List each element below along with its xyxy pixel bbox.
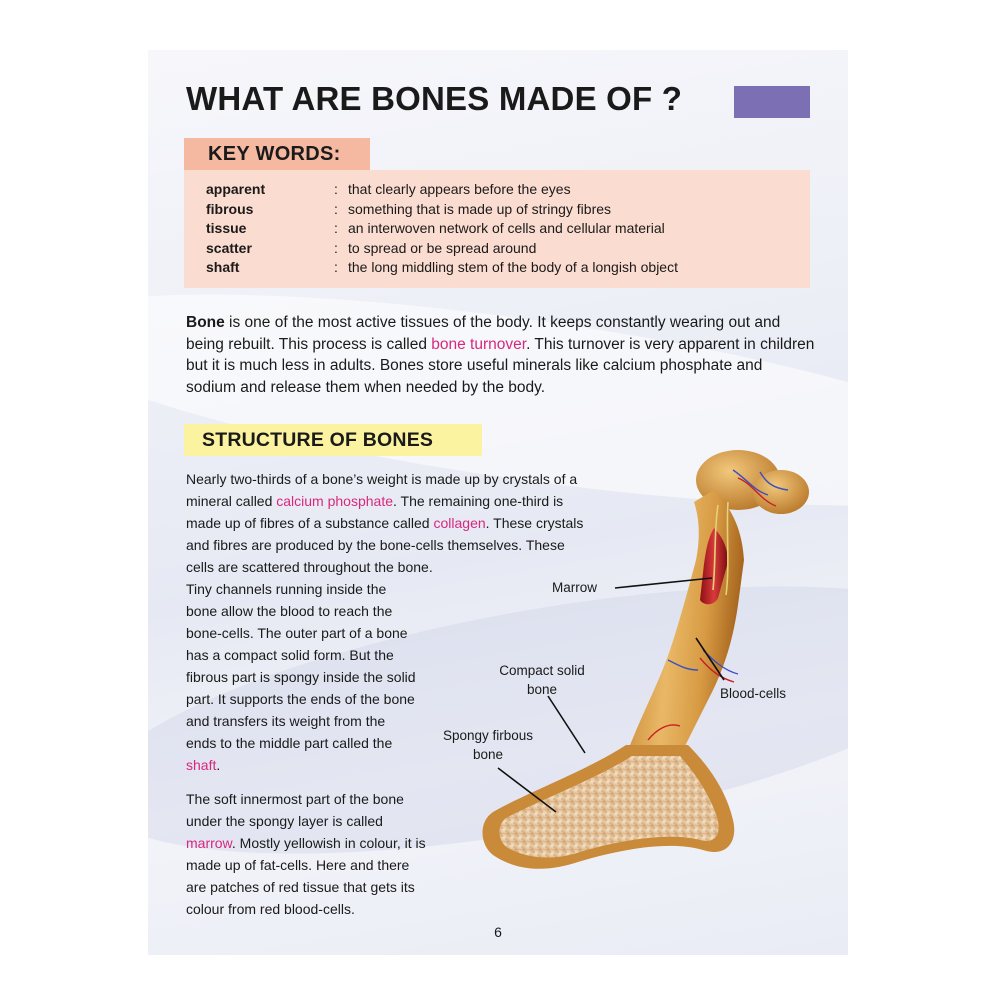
label-line: bone	[472, 747, 504, 762]
key-word-definition: something that is made up of stringy fibres	[348, 200, 612, 217]
key-word-term: fibrous	[206, 200, 254, 217]
key-word-colon: :	[334, 239, 338, 256]
label-line: Spongy firbous	[442, 728, 534, 743]
label-spongy-bone	[430, 726, 546, 764]
text-run: . Mostly yellowish in colour, it is made up of fat-cells. Here and there are patches of red tissue that gets its colour from red blood-cells.	[186, 835, 426, 917]
text-run: Tiny channels running inside the bone allow the blood to reach the bone-cells. The outer part of a bone has a compact solid form. But the fibrous part is spongy inside the solid part. It supports the ends of the bone and transfers its weight from the ends to the middle part called the	[186, 581, 416, 751]
label-blood-cells: Blood-cells	[720, 686, 787, 701]
highlight-term: shaft	[186, 757, 217, 773]
key-word-definition: the long middling stem of the body of a longish object	[348, 259, 678, 275]
text-run: . This turnover is very apparent in children but it is much less in adults. Bones store useful minerals like calcium phosphate and sodium and release them when needed by the body.	[186, 335, 815, 396]
highlight-term: bone turnover	[431, 335, 527, 353]
key-word-colon: :	[334, 259, 338, 275]
highlight-term: calcium phosphate	[276, 493, 394, 509]
page-title: WHAT ARE BONES MADE OF ?	[186, 80, 683, 117]
key-words-heading: KEY WORDS:	[184, 138, 370, 170]
key-word-colon: :	[334, 200, 338, 217]
textbook-page	[148, 50, 848, 955]
key-word-term: shaft	[206, 259, 240, 275]
label-line: Compact solid	[499, 663, 585, 678]
key-word-term: apparent	[206, 181, 266, 197]
text-run: Nearly two-thirds of a bone’s weight is made up by crystals of a mineral called	[186, 471, 578, 509]
key-word-definition: an interwoven network of cells and cellular material	[348, 220, 665, 236]
text-run: is one of the most active tissues of the body. It keeps constantly wearing out and being rebuilt. This process is called	[186, 314, 781, 353]
bone-shaft	[628, 490, 744, 750]
label-marrow: Marrow	[552, 580, 598, 595]
key-word-term: scatter	[206, 239, 252, 256]
highlight-term: marrow	[186, 835, 232, 851]
bone-diagram	[148, 50, 848, 955]
key-word-colon: :	[334, 220, 338, 236]
structure-heading: STRUCTURE OF BONES	[184, 424, 482, 456]
text-run: . The remaining one-third is made up of fibres of a substance called	[186, 493, 564, 531]
text-run: . These crystals and fibres are produced by the bone-cells themselves. These cells are scattered throughout the bone.	[186, 515, 584, 575]
highlight-term: collagen	[433, 515, 486, 531]
bold-term: Bone	[186, 314, 225, 331]
label-compact-bone	[482, 661, 602, 699]
key-word-definition: that clearly appears before the eyes	[348, 181, 571, 197]
key-word-colon: :	[334, 181, 338, 197]
label-line: bone	[526, 682, 558, 697]
key-word-term: tissue	[206, 220, 247, 236]
text-run: .	[216, 757, 221, 773]
key-word-definition: to spread or be spread around	[348, 239, 537, 256]
text-run: The soft innermost part of the bone under the spongy layer is called	[186, 791, 404, 829]
page-number: 6	[494, 924, 502, 940]
